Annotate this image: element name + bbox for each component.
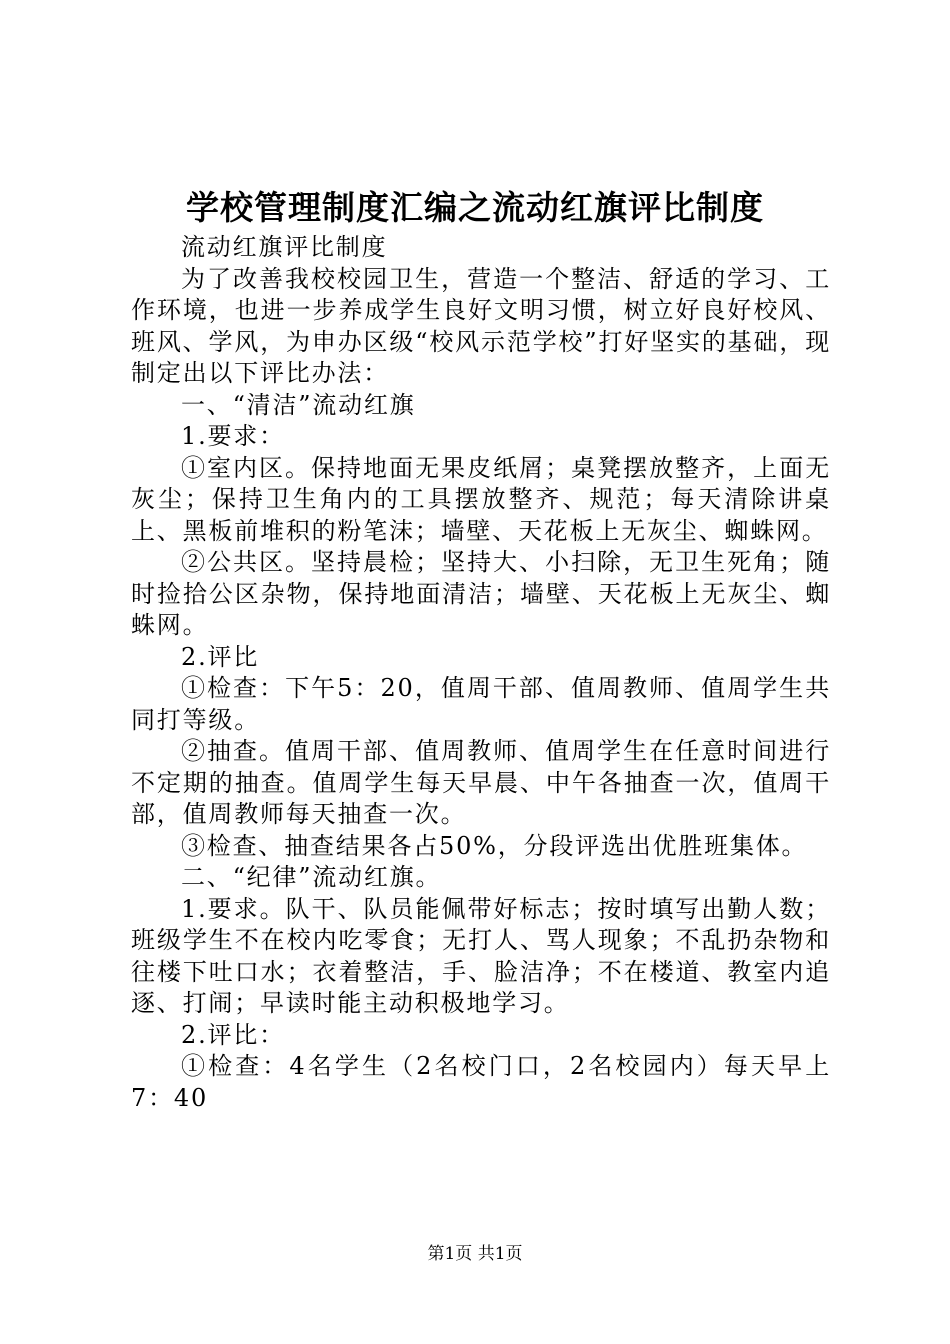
page-footer: 第1页 共1页 <box>427 1244 523 1264</box>
section-heading-discipline: 二、“纪律”流动红旗。 <box>181 863 442 891</box>
paragraph-discipline-requirements: 1.要求。队干、队员能佩带好标志；按时填写出勤人数；班级学生不在校内吃零食；无打人、骂人现象；不乱扔杂物和往楼下吐口水；衣着整洁，手、脸洁净；不在楼道、教室内追逐、打闹；早读时能主动积极地学习。 <box>131 894 831 1017</box>
paragraph-evaluation-heading: 2.评比 <box>181 642 260 671</box>
document-body <box>131 232 831 1114</box>
paragraph-spot-check: ②抽查。值周干部、值周教师、值周学生在任意时间进行不定期的抽查。值周学生每天早晨、中午各抽查一次，值周干部，值周教师每天抽查一次。 <box>131 737 831 828</box>
paragraph-indoor-area: ①室内区。保持地面无果皮纸屑；桌凳摆放整齐，上面无灰尘；保持卫生角内的工具摆放整齐、规范；每天清除讲桌上、黑板前堆积的粉笔沫；墙壁、天花板上无灰尘、蜘蛛网。 <box>131 453 831 545</box>
paragraph-results: ③检查、抽查结果各占50%，分段评选出优胜班集体。 <box>181 831 808 860</box>
paragraph-intro: 为了改善我校校园卫生，营造一个整洁、舒适的学习、工作环境，也进一步养成学生良好文明习惯，树立好良好校风、班风、学风，为申办区级“校风示范学校”打好坚实的基础，现制定出以下评比办法： <box>131 264 831 387</box>
document-title: 学校管理制度汇编之流动红旗评比制度 <box>186 188 764 227</box>
paragraph-requirements-heading: 1.要求： <box>181 422 285 450</box>
paragraph-discipline-evaluation-heading: 2.评比： <box>181 1020 285 1049</box>
paragraph-public-area: ②公共区。坚持晨检；坚持大、小扫除，无卫生死角；随时捡拾公区杂物，保持地面清洁；墙壁、天花板上无灰尘、蜘蛛网。 <box>131 548 831 639</box>
paragraph-discipline-inspection: ①检查：4名学生（2名校门口，2名校园内）每天早上7：40 <box>131 1052 831 1112</box>
paragraph-subtitle: 流动红旗评比制度 <box>181 233 388 261</box>
paragraph-inspection: ①检查：下午5：20，值周干部、值周教师、值周学生共同打等级。 <box>131 674 831 734</box>
section-heading-cleaning: 一、“清洁”流动红旗 <box>181 390 416 419</box>
